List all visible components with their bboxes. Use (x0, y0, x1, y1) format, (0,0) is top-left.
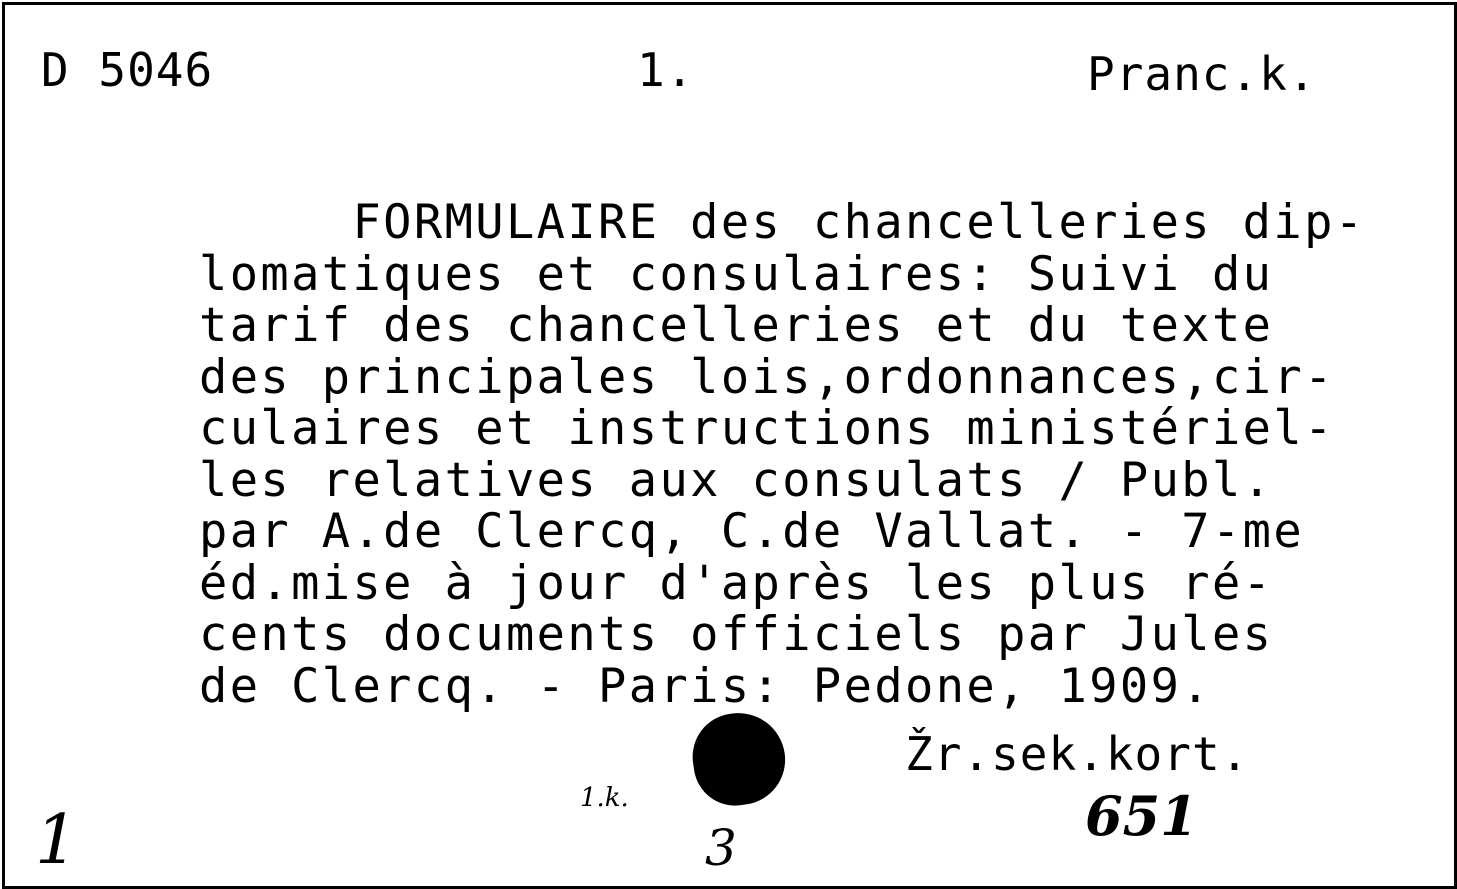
description-line: les relatives aux consulats / Publ. (199, 452, 1274, 508)
bibliographic-description (199, 197, 1365, 712)
description-line: lomatiques et consulaires: Suivi du (199, 246, 1274, 302)
punch-hole (687, 707, 791, 811)
description-line: des principales lois,ordonnances,cir- (199, 349, 1335, 405)
description-line: culaires et instructions ministériel- (199, 401, 1335, 456)
handwritten-margin-number: 1 (35, 801, 79, 880)
description-line: éd.mise à jour d'après les plus ré- (199, 555, 1274, 611)
handwritten-accession-number: 651 (1085, 784, 1198, 848)
call-number: D 5046 (41, 43, 214, 97)
card-sequence-number: 1. (637, 43, 695, 97)
description-line: FORMULAIRE des chancelleries dip- (199, 195, 1366, 250)
catalog-card (2, 2, 1457, 889)
handwritten-bottom-number: 3 (705, 819, 737, 877)
description-line: cents documents officiels par Jules (199, 607, 1274, 662)
source-note: Žr.sek.kort. (905, 727, 1250, 781)
description-line: tarif des chancelleries et du texte (199, 298, 1274, 353)
handwritten-small-note: 1.k. (580, 783, 629, 813)
description-line: par A.de Clercq, C.de Vallat. - 7-me (199, 504, 1305, 559)
description-line: de Clercq. - Paris: Pedone, 1909. (199, 658, 1212, 714)
classification-code: Pranc.k. (1087, 47, 1317, 101)
